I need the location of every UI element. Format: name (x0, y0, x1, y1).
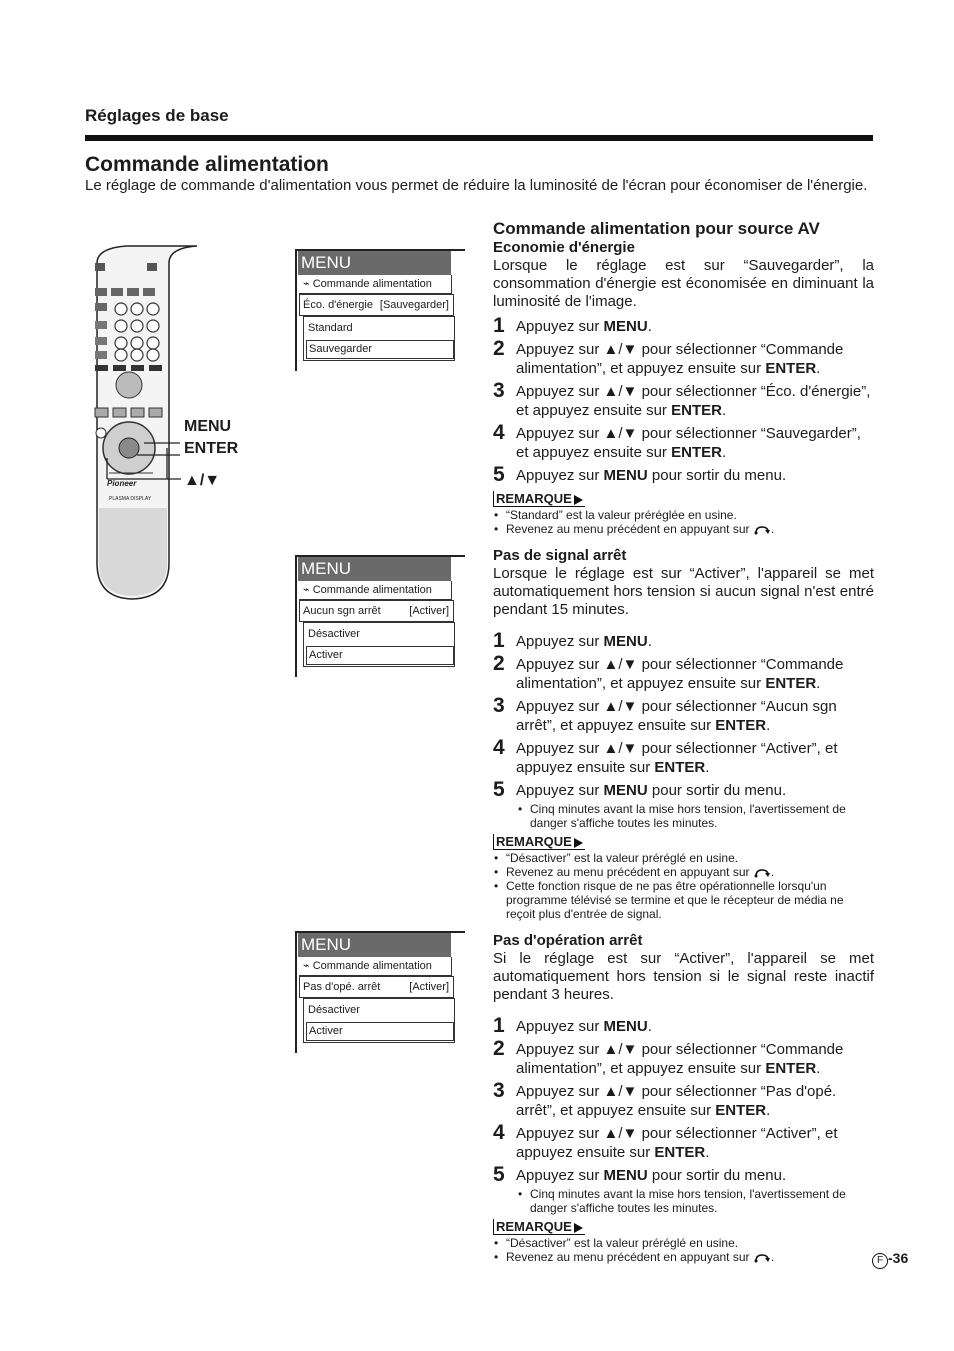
menu-options (303, 316, 455, 361)
menu-setting-row: Pas d'opé. arrêt [Activer] (299, 976, 454, 998)
step-item: 3 Appuyez sur ▲/▼ pour sélectionner “Aucun sgn arrêt”, et appuyez ensuite sur ENTER. (493, 694, 837, 734)
remote-sub-brand: PLASMA DISPLAY (109, 496, 152, 502)
power-icon: ⌁ (303, 584, 313, 596)
section-description: Lorsque le réglage est sur “Activer”, l'appareil se met automatiquement hors tension si aucun signal n'est entré pendant 15 minutes. (493, 565, 874, 618)
note-item: • Revenez au menu précédent en appuyant sur . (493, 522, 874, 536)
intro-paragraph: Le réglage de commande d'alimentation vous permet de réduire la luminosité de l'écran pour économiser de l'énergie. (85, 177, 868, 194)
note-item: • Revenez au menu précédent en appuyant sur . (493, 865, 874, 879)
step-item: 2 Appuyez sur ▲/▼ pour sélectionner “Commande alimentation”, et appuyez ensuite sur ENTER. (493, 337, 844, 377)
step-item: 3 Appuyez sur ▲/▼ pour sélectionner “Pas d'opé. arrêt”, et appuyez ensuite sur ENTER. (493, 1079, 837, 1119)
steps-list (493, 314, 874, 486)
section-heading: Economie d'énergie (493, 239, 635, 256)
step-item: 5 Appuyez sur MENU pour sortir du menu. (493, 1163, 787, 1186)
menu-command-row: ⌁ Commande alimentation (299, 957, 452, 976)
menu-option-selected: Activer (306, 1022, 454, 1041)
power-icon: ⌁ (303, 960, 313, 972)
step-sub-bullet: • Cinq minutes avant la mise hors tension, l'avertissement de danger s'affiche toutes les minutes. (493, 1187, 874, 1215)
menu-options (303, 622, 455, 667)
section-eco-energie (493, 219, 874, 536)
menu-setting-value: [Activer] (409, 981, 449, 993)
menu-option: Désactiver (308, 1004, 360, 1016)
menu-screenshot-no-signal (295, 555, 465, 677)
step-item: 5 Appuyez sur MENU pour sortir du menu. (493, 463, 787, 486)
menu-option: Désactiver (308, 628, 360, 640)
menu-title: MENU (298, 933, 451, 957)
remote-label-enter: ENTER (184, 440, 239, 457)
section-description: Si le réglage est sur “Activer”, l'appareil se met automatiquement hors tension si le signal reste inactif pendant 3 heures. (493, 950, 874, 1003)
note-item: • Revenez au menu précédent en appuyant sur . (493, 1250, 874, 1264)
menu-setting-row: Éco. d'énergie [Sauvegarder] (299, 294, 454, 316)
page-number: F -36 (872, 1250, 908, 1269)
return-icon (753, 868, 771, 878)
step-item: 5 Appuyez sur MENU pour sortir du menu. (493, 778, 787, 801)
note-item: • “Désactiver” est la valeur préréglé en usine. (493, 851, 874, 865)
menu-screenshot-eco (295, 249, 465, 371)
remote-label-arrows: ▲/▼ (184, 472, 221, 489)
step-sub-bullet: • Cinq minutes avant la mise hors tension, l'avertissement de danger s'affiche toutes les minutes. (493, 802, 874, 830)
return-icon (753, 525, 771, 535)
section-description: Lorsque le réglage est sur “Sauvegarder”, la consommation d'énergie est économisée en diminuant la luminosité de l'image. (493, 257, 874, 310)
note-item: • “Standard” est la valeur préréglée en usine. (493, 508, 874, 522)
menu-setting-row: Aucun sgn arrêt [Activer] (299, 600, 454, 622)
menu-option-selected: Activer (306, 646, 454, 665)
menu-command-row: ⌁ Commande alimentation (299, 581, 452, 600)
note-item: • “Désactiver” est la valeur préréglé en usine. (493, 1236, 874, 1250)
section-header: Réglages de base (85, 106, 229, 125)
page-letter-badge: F (872, 1253, 888, 1269)
steps-list (493, 629, 874, 830)
menu-screenshot-no-operation (295, 931, 465, 1053)
step-item: 4 Appuyez sur ▲/▼ pour sélectionner “Activer”, et appuyez ensuite sur ENTER. (493, 1121, 838, 1161)
step-item: 2 Appuyez sur ▲/▼ pour sélectionner “Commande alimentation”, et appuyez ensuite sur ENTER. (493, 652, 844, 692)
menu-setting-value: [Sauvegarder] (379, 299, 449, 311)
note-item: • Cette fonction risque de ne pas être opérationnelle lorsqu'un programme télévisé se termine et que le récepteur de média ne reçoit plus d'entrée de signal. (493, 879, 874, 921)
section-heading: Pas de signal arrêt (493, 547, 627, 564)
header-rule (85, 135, 873, 141)
remarque-label: REMARQUE (493, 834, 585, 850)
arrow-icon (574, 495, 583, 505)
remarque-label: REMARQUE (493, 1219, 585, 1235)
step-item: 4 Appuyez sur ▲/▼ pour sélectionner “Sauvegarder”, et appuyez ensuite sur ENTER. (493, 421, 861, 461)
page-title: Commande alimentation (85, 153, 329, 176)
section-heading: Pas d'opération arrêt (493, 932, 643, 949)
remarque-label: REMARQUE (493, 491, 585, 507)
menu-title: MENU (298, 557, 451, 581)
menu-option-selected: Sauvegarder (306, 340, 454, 359)
return-icon (753, 1253, 771, 1263)
arrow-icon (574, 838, 583, 848)
step-item: 3 Appuyez sur ▲/▼ pour sélectionner “Éco. d'énergie”, et appuyez ensuite sur ENTER. (493, 379, 871, 419)
remote-label-menu: MENU (184, 418, 232, 435)
arrow-icon (574, 1223, 583, 1233)
section-no-signal (493, 547, 874, 921)
step-item: 1 Appuyez sur MENU. (493, 1014, 652, 1037)
menu-setting-value: [Activer] (409, 605, 449, 617)
power-icon: ⌁ (303, 278, 313, 290)
menu-option: Standard (308, 322, 353, 334)
menu-options (303, 998, 455, 1043)
menu-title: MENU (298, 251, 451, 275)
steps-list (493, 1014, 874, 1215)
step-item: 4 Appuyez sur ▲/▼ pour sélectionner “Activer”, et appuyez ensuite sur ENTER. (493, 736, 838, 776)
step-item: 2 Appuyez sur ▲/▼ pour sélectionner “Commande alimentation”, et appuyez ensuite sur ENTER. (493, 1037, 844, 1077)
section-no-operation (493, 932, 874, 1264)
menu-command-row: ⌁ Commande alimentation (299, 275, 452, 294)
remote-brand: Pioneer (107, 479, 137, 488)
step-item: 1 Appuyez sur MENU. (493, 314, 652, 337)
step-item: 1 Appuyez sur MENU. (493, 629, 652, 652)
av-heading: Commande alimentation pour source AV (493, 219, 820, 238)
